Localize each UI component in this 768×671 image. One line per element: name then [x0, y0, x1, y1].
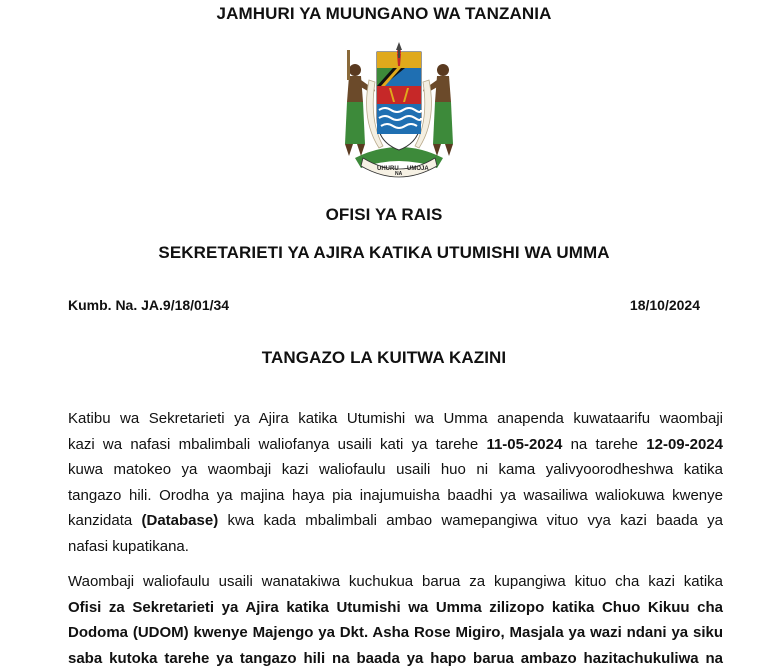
notice-title: TANGAZO LA KUITWA KAZINI [261, 348, 507, 367]
country-heading: JAMHURI YA MUUNGANO WA TANZANIA [216, 4, 552, 23]
shield-icon [377, 48, 421, 150]
database-term: (Database) [141, 512, 219, 530]
coat-of-arms-emblem [333, 40, 465, 180]
paragraph-line: saba kutoka tarehe ya tangazo hili na baada ya hapo barua ambazo hazitachukuliwa na [68, 649, 723, 667]
motto-mid: NA [395, 171, 403, 177]
notice-paragraph-1 [68, 406, 723, 560]
reference-number: Kumb. Na. JA.9/18/01/34 [68, 297, 230, 313]
secretariat-heading: SEKRETARIETI YA AJIRA KATIKA UTUMISHI WA UMMA [158, 243, 610, 262]
paragraph-line: Waombaji waliofaulu usaili wanatakiwa kuchukua barua za kupangiwa kituo cha kazi katika [68, 573, 723, 590]
office-heading: OFISI YA RAIS [325, 205, 443, 224]
paragraph-line: kuwa matokeo ya waombaji kazi waliofaulu usaili huo ni kama yalivyoorodheshwa katika [68, 461, 723, 479]
motto-left: UHURU [377, 166, 399, 172]
reference-date: 18/10/2024 [629, 297, 700, 313]
paragraph-line: Ofisi za Sekretarieti ya Ajira katika Utumishi wa Umma zilizopo katika Chuo Kikuu cha [68, 598, 723, 616]
paragraph-line: Dodoma (UDOM) kwenye Majengo ya Dkt. Asha Rose Migiro, Masjala ya wazi ndani ya siku [68, 624, 723, 642]
end-date: 12-09-2024 [646, 435, 723, 453]
paragraph-line: tangazo hili. Orodha ya majina haya pia inajumuisha baadhi ya wasailiwa waliokuwa kwenye [68, 486, 723, 504]
paragraph-line: kazi wa nafasi mbalimbali waliofanya usaili kati ya tarehe 11-05-2024 na tarehe 12-09-2024 [68, 435, 723, 453]
paragraph-line: kanzidata (Database) kwa kada mbalimbali ambao wamepangiwa vituo vya kazi baada ya [68, 512, 723, 530]
motto-right: UMOJA [407, 166, 429, 172]
start-date: 11-05-2024 [486, 435, 563, 453]
notice-paragraph-2 [68, 569, 723, 671]
paragraph-line: Katibu wa Sekretarieti ya Ajira katika Utumishi wa Umma anapenda kuwataarifu waombaji [68, 410, 723, 427]
paragraph-line: nafasi kupatikana. [68, 537, 189, 555]
